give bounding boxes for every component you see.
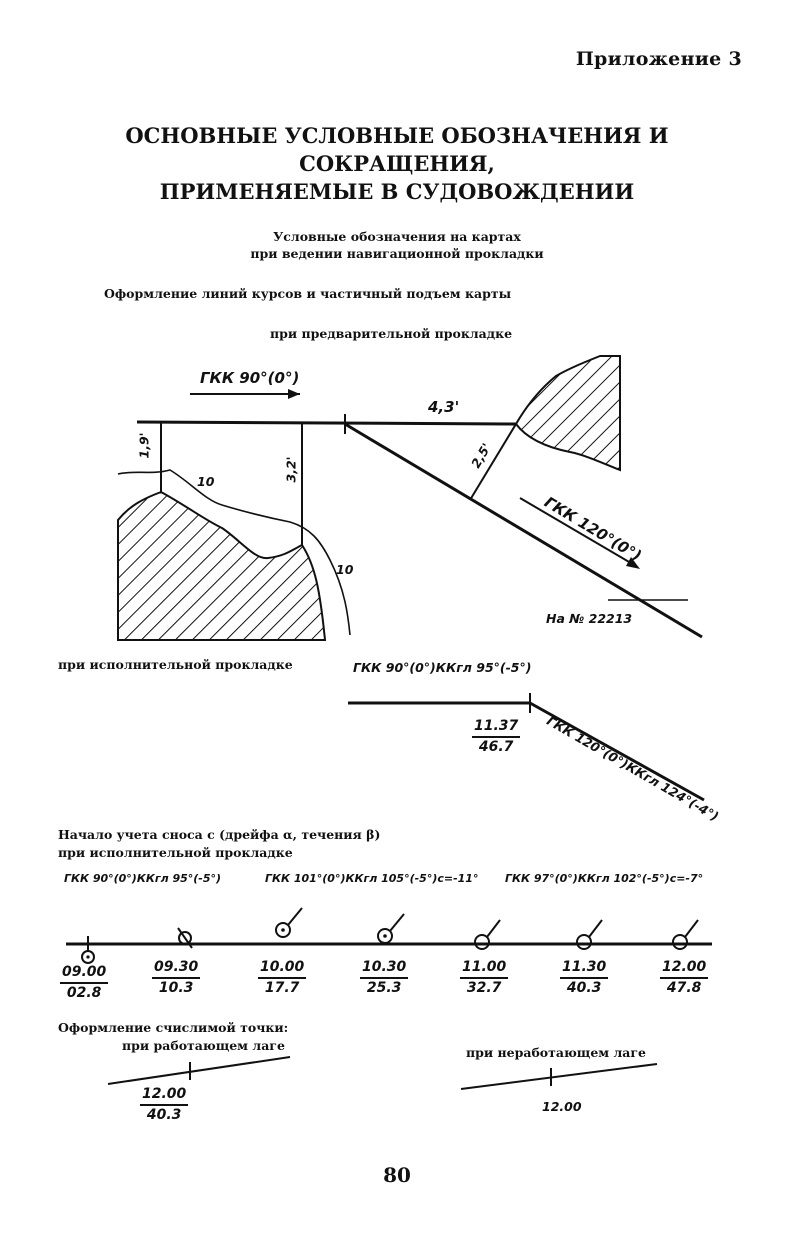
dr-point-markers bbox=[82, 908, 698, 963]
dr-working-label: при работающем лаге bbox=[122, 1038, 285, 1053]
fig2-course-2: ГКК 120°(0°)ККгл 124°(-4°) bbox=[544, 713, 722, 824]
fig1-course-2: ГКК 120°(0°) bbox=[541, 493, 645, 565]
dr-not-working-time: 12.00 bbox=[542, 1099, 582, 1114]
course-line-1 bbox=[137, 422, 516, 424]
fig1-depth-1: 10 bbox=[197, 474, 215, 489]
point-log: 47.8 bbox=[666, 980, 702, 996]
fig1-depth-2: 10 bbox=[336, 562, 354, 577]
section-executive: при исполнительной прокладке bbox=[58, 657, 293, 672]
point-time: 10.30 bbox=[360, 958, 408, 979]
fig3-point-2 bbox=[258, 958, 306, 998]
point-time: 11.00 bbox=[460, 958, 508, 979]
course-line-2 bbox=[345, 424, 702, 637]
dr-line-working bbox=[108, 1057, 290, 1084]
point-time: 09.00 bbox=[60, 963, 108, 984]
point-log: 40.3 bbox=[566, 980, 602, 996]
fig3-point-0 bbox=[60, 963, 108, 1003]
fig3-point-3 bbox=[360, 958, 408, 998]
subtitle-line-2: при ведении навигационной прокладки bbox=[250, 246, 544, 261]
page-number: 80 bbox=[383, 1163, 411, 1187]
section-dr-point: Оформление счислимой точки: bbox=[58, 1020, 289, 1035]
fig3-point-6 bbox=[660, 958, 708, 998]
point-log: 32.7 bbox=[466, 980, 502, 996]
point-log: 25.3 bbox=[366, 980, 402, 996]
point-time: 11.30 bbox=[560, 958, 608, 979]
point-time: 12.00 bbox=[660, 958, 708, 979]
fig3-course-3: ГКК 97°(0°)ККгл 102°(-5°)с=-7° bbox=[505, 872, 704, 885]
land-upper-right bbox=[516, 356, 620, 470]
fig3-course-2: ГКК 101°(0°)ККгл 105°(-5°)с=-11° bbox=[265, 872, 479, 885]
fig3-point-4 bbox=[460, 958, 508, 998]
section-drift-line-1: Начало учета сноса с (дрейфа α, течения β) bbox=[58, 827, 381, 842]
fig1-dist-left: 1,9' bbox=[136, 432, 152, 459]
land-lower-left bbox=[118, 492, 325, 640]
title-line-2: ПРИМЕНЯЕМЫЕ В СУДОВОЖДЕНИИ bbox=[159, 179, 635, 204]
fig2-log: 46.7 bbox=[478, 739, 514, 755]
point-log: 02.8 bbox=[66, 985, 102, 1001]
fig1-dist-diag: 2,5' bbox=[468, 440, 494, 471]
section-drift-line-2: при исполнительной прокладке bbox=[58, 845, 293, 860]
subtitle-line-1: Условные обозначения на картах bbox=[273, 229, 521, 244]
fig2-fraction bbox=[472, 717, 520, 757]
fig2-time: 11.37 bbox=[472, 717, 520, 738]
fig3-point-1 bbox=[152, 958, 200, 998]
section-courses: Оформление линий курсов и частичный подъем карты bbox=[104, 286, 512, 301]
dr-working-time: 12.00 bbox=[140, 1085, 188, 1106]
fig3-course-1: ГКК 90°(0°)ККгл 95°(-5°) bbox=[64, 872, 222, 885]
fig1-chart-no: На № 22213 bbox=[546, 611, 633, 626]
fig1-dist-top: 4,3' bbox=[428, 398, 460, 416]
point-time: 10.00 bbox=[258, 958, 306, 979]
section-drift bbox=[58, 826, 380, 862]
point-log: 17.7 bbox=[264, 980, 300, 996]
dr-working-fraction bbox=[140, 1085, 188, 1125]
fig1-course-1: ГКК 90°(0°) bbox=[200, 369, 300, 387]
section-preliminary: при предварительной прокладке bbox=[270, 326, 513, 341]
dr-line-not-working bbox=[461, 1064, 657, 1089]
fig2-course-1: ГКК 90°(0°)ККгл 95°(-5°) bbox=[353, 660, 532, 675]
fig1-dist-mid: 3,2' bbox=[283, 456, 299, 483]
dr-not-working-label: при неработающем лаге bbox=[466, 1045, 647, 1060]
dr-working-log: 40.3 bbox=[146, 1107, 182, 1123]
point-time: 09.30 bbox=[152, 958, 200, 979]
title-line-1: ОСНОВНЫЕ УСЛОВНЫЕ ОБОЗНАЧЕНИЯ И СОКРАЩЕНИЯ, bbox=[125, 123, 669, 176]
point-log: 10.3 bbox=[158, 980, 194, 996]
appendix-label: Приложение 3 bbox=[575, 48, 742, 70]
fig3-point-5 bbox=[560, 958, 608, 998]
arrow-head bbox=[288, 389, 300, 399]
